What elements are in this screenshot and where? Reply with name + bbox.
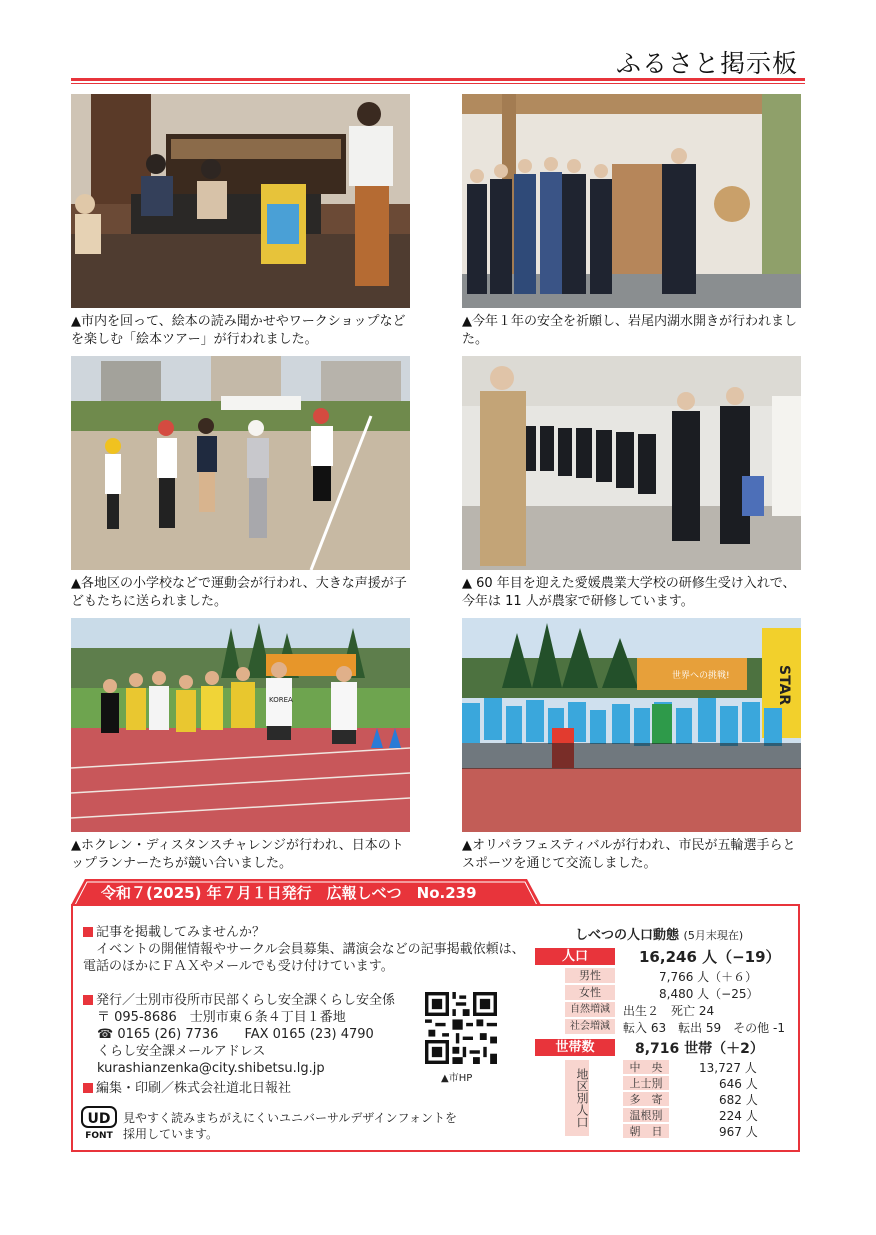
households-label: 世帯数 (535, 1039, 615, 1056)
district-name: 温根別 (623, 1108, 669, 1122)
ud-font-text-2: 採用しています。 (123, 1127, 219, 1141)
issue-text: 令和７(2025) 年７月１日発行 広報しべつ No.239 (101, 884, 477, 902)
photo-caption-1: ▲市内を回って、絵本の読み聞かせやワークショップなどを楽しむ「絵本ツアー」が行われました。 (71, 314, 406, 347)
photo-olypara-festival (462, 618, 801, 832)
district-name: 上士別 (623, 1076, 669, 1090)
photo-caption-2: ▲今年１年の安全を祈願し、岩尾内湖水開きが行われました。 (462, 314, 797, 347)
qr-label: ▲市HP (441, 1073, 473, 1084)
editor-section (83, 1080, 423, 1097)
total-value: 16,246 人（−19） (639, 948, 781, 966)
bullet-square (83, 927, 93, 937)
bullet-square (83, 995, 93, 1005)
editor-heading: 編集・印刷／株式会社道北日報社 (96, 1081, 292, 1096)
festival-board-text: 世界への挑戦! (672, 671, 730, 681)
photo-caption-5: ▲ホクレン・ディスタンスチャレンジが行われ、日本のトップランナーたちが競い合いました。 (71, 838, 404, 871)
articles-section (83, 924, 533, 975)
articles-body: イベントの開催情報やサークル会員募集、講演会などの記事掲載依頼は、電話のほかにＦＡＸやメールでも受け付けています。 (83, 942, 525, 974)
total-label: 人口 (535, 948, 615, 965)
district-label: 地区別人口 (565, 1060, 589, 1136)
publisher-section (83, 992, 423, 1077)
district-name: 中 央 (623, 1060, 669, 1074)
district-value: 224 人 (719, 1109, 758, 1123)
publisher-mail[interactable]: kurashianzenka@city.shibetsu.lg.jp (97, 1061, 325, 1076)
population-stats (535, 924, 785, 1139)
photo-caption-6: ▲オリパラフェスティバルが行われ、市民が五輪選手らとスポーツを通じて交流しました。 (462, 838, 796, 871)
bullet-square (83, 1083, 93, 1093)
district-value: 682 人 (719, 1093, 758, 1107)
female-value: 8,480 人（−25） (659, 987, 759, 1001)
publisher-phone-fax: ☎ 0165 (26) 7736 FAX 0165 (23) 4790 (97, 1027, 374, 1042)
photo-caption-4: ▲ 60 年目を迎えた愛媛農業大学校の研修生受け入れで、今年は 11 人が農家で研修しています。 (462, 576, 796, 609)
population-note: (5月末現在) (683, 929, 744, 942)
natural-change-value: 出生２ 死亡 24 (623, 1004, 715, 1018)
social-change-label: 社会増減 (565, 1019, 615, 1034)
district-name: 多 寄 (623, 1092, 669, 1106)
district-value: 13,727 人 (699, 1061, 757, 1075)
male-value: 7,766 人（＋６） (659, 970, 758, 984)
photo-lake-opening (462, 94, 801, 308)
ud-font-text-1: 見やすく読みまちがえにくいユニバーサルデザインフォントを (123, 1111, 457, 1125)
start-banner-text: STAR (776, 665, 792, 706)
photo-distance-challenge (71, 618, 410, 832)
ud-logo-text: UD (87, 1111, 111, 1127)
publisher-address: 〒 095-8686 士別市東６条４丁目１番地 (97, 1010, 346, 1025)
publisher-heading: 発行／士別市役所市民部くらし安全課くらし安全係 (96, 993, 396, 1008)
issue-bar (71, 879, 541, 905)
district-name: 朝 日 (623, 1124, 669, 1138)
photo-picture-book-tour (71, 94, 410, 308)
population-title: しべつの人口動態 (575, 928, 680, 943)
publisher-mail-label: くらし安全課メールアドレス (97, 1044, 266, 1059)
photo-sports-day (71, 356, 410, 570)
qr-code-icon[interactable] (425, 992, 497, 1064)
male-label: 男性 (565, 968, 615, 983)
district-value: 646 人 (719, 1077, 758, 1091)
district-value: 967 人 (719, 1125, 758, 1139)
households-value: 8,716 世帯（＋2） (635, 1041, 764, 1057)
articles-heading: 記事を掲載してみませんか？ (96, 925, 266, 940)
header-rule-thin (71, 83, 805, 84)
header-rule (71, 78, 805, 81)
ud-font-notice (123, 1110, 457, 1142)
female-label: 女性 (565, 985, 615, 1000)
photo-caption-3: ▲各地区の小学校などで運動会が行われ、大きな声援が子どもたちに送られました。 (71, 576, 407, 609)
ud-font-logo-icon (81, 1106, 117, 1140)
social-change-value: 転入 63 転出 59 その他 -1 (623, 1021, 785, 1035)
info-box (71, 904, 800, 1152)
photo-agri-trainees (462, 356, 801, 570)
natural-change-label: 自然増減 (565, 1002, 615, 1017)
ud-logo-font: FONT (85, 1131, 113, 1140)
page-title: ふるさと掲示板 (615, 49, 798, 78)
runner-bib: KOREA (269, 696, 293, 704)
